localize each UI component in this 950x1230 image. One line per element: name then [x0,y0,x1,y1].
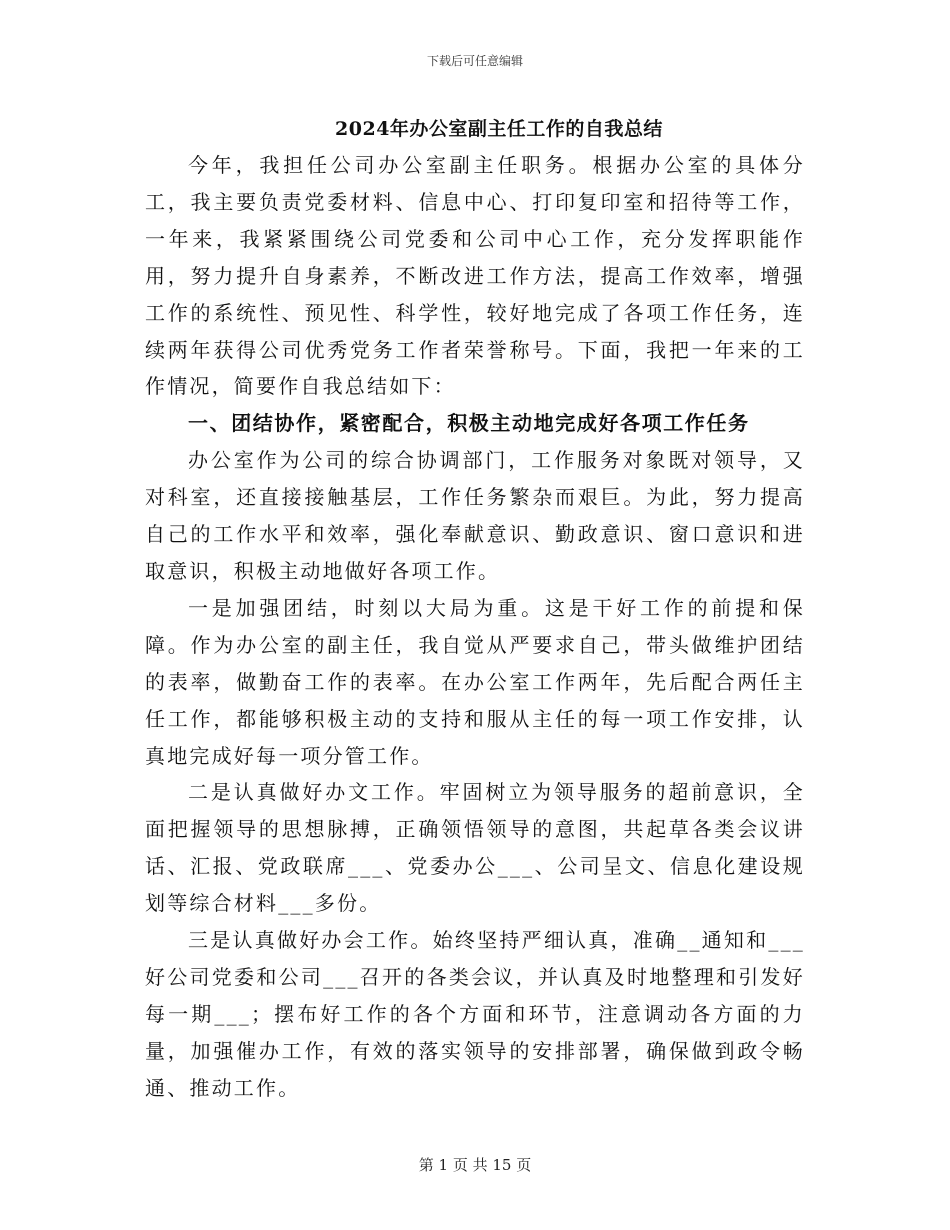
document-title: 2024年办公室副主任工作的自我总结 [335,118,663,140]
document-body [145,147,805,1107]
header-note: 下载后可任意编辑 [426,54,523,68]
page-number: 第 1 页 共 15 页 [418,1156,532,1174]
paragraph-meetings: 三是认真做好办会工作。始终坚持严细认真，准确__通知和___好公司党委和公司___召开的各类会议，并认真及时地整理和引发好每一期___；摆布好工作的各个方面和环节，注意调动各方面的力量，加强催办工作，有效的落实领导的安排部署，确保做到政令畅通、推动工作。 [145,928,805,1100]
section-heading-1: 一、团结协作，紧密配合，积极主动地完成好各项工作任务 [188,411,750,436]
paragraph-documents: 二是认真做好办文工作。牢固树立为领导服务的超前意识，全面把握领导的思想脉搏，正确领悟领导的意图，共起草各类会议讲话、汇报、党政联席___、党委办公___、公司呈文、信息化建设规划等综合材料___多份。 [145,780,805,916]
paragraph-office-role: 办公室作为公司的综合协调部门，工作服务对象既对领导，又对科室，还直接接触基层，工作任务繁杂而艰巨。为此，努力提高自己的工作水平和效率，强化奉献意识、勤政意识、窗口意识和进取意识，积极主动地做好各项工作。 [145,448,805,583]
paragraph-intro: 今年，我担任公司办公室副主任职务。根据办公室的具体分工，我主要负责党委材料、信息中心、打印复印室和招待等工作，一年来，我紧紧围绕公司党委和公司中心工作，充分发挥职能作用，努力提升自身素养，不断改进工作方法，提高工作效率，增强工作的系统性、预见性、科学性，较好地完成了各项工作任务，连续两年获得公司优秀党务工作者荣誉称号。下面，我把一年来的工作情况，简要作自我总结如下： [145,153,805,399]
paragraph-unity: 一是加强团结，时刻以大局为重。这是干好工作的前提和保障。作为办公室的副主任，我自觉从严要求自己，带头做维护团结的表率，做勤奋工作的表率。在办公室工作两年，先后配合两任主任工作，都能够积极主动的支持和服从主任的每一项工作安排，认真地完成好每一项分管工作。 [145,595,805,768]
